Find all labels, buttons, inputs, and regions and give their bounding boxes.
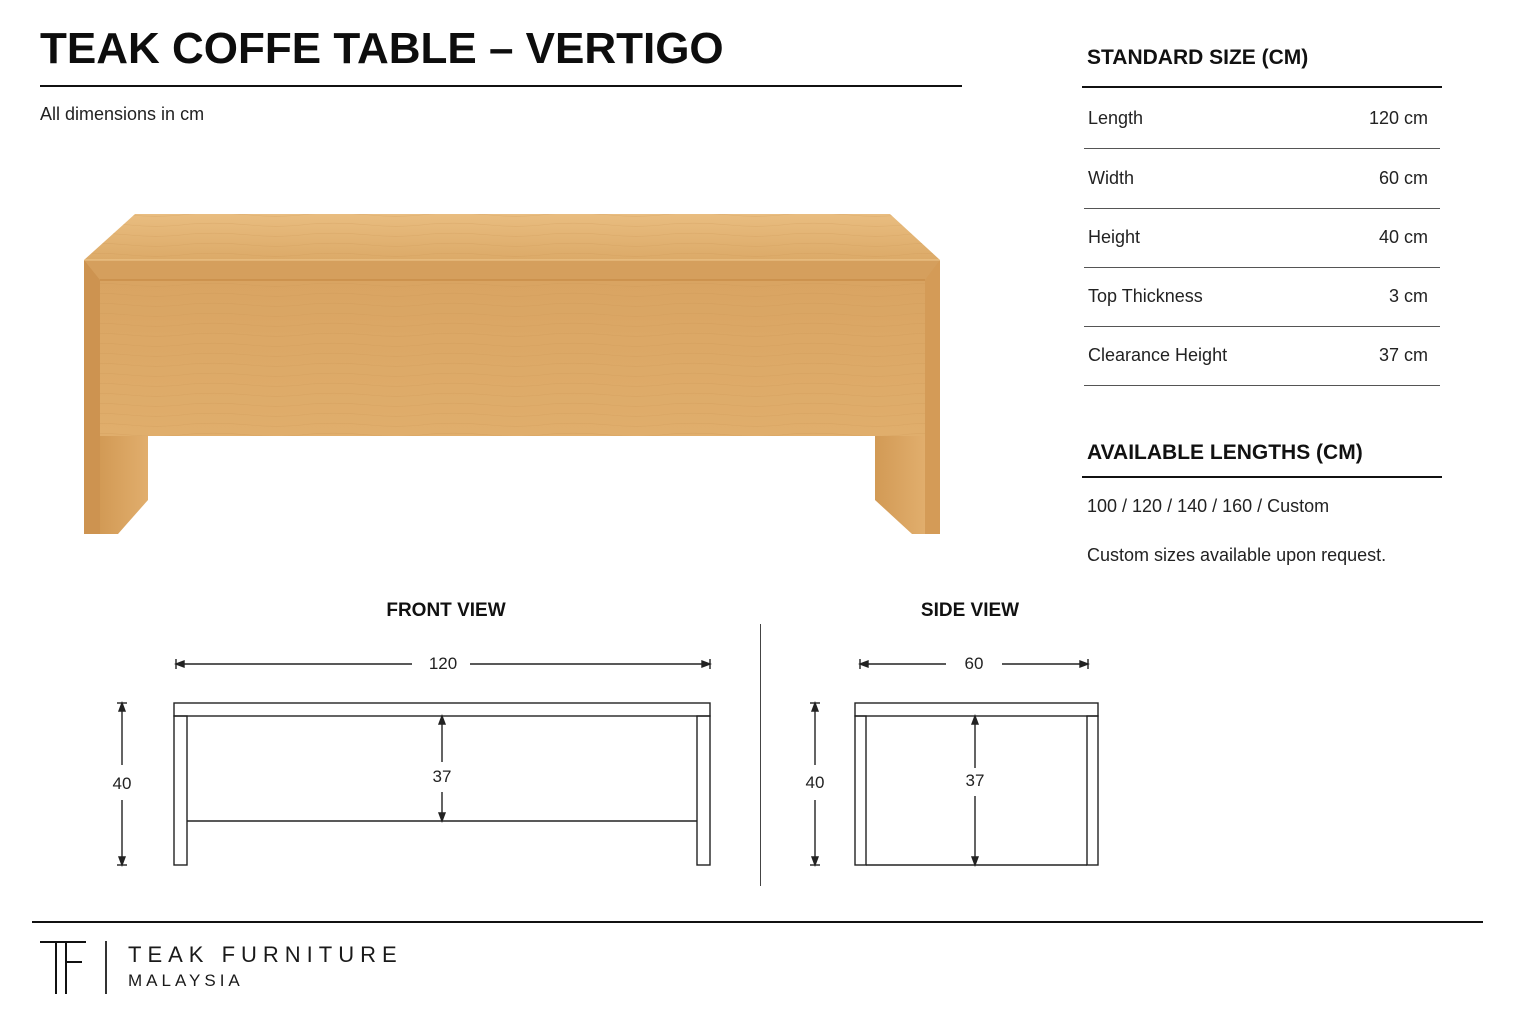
front-view-label: FRONT VIEW	[386, 600, 506, 621]
page-title: TEAK COFFE TABLE – VERTIGO	[40, 24, 724, 73]
available-lengths-heading: AVAILABLE LENGTHS (CM)	[1087, 441, 1363, 464]
side-width-dimension: 60	[964, 654, 984, 673]
standard-size-heading: STANDARD SIZE (CM)	[1087, 46, 1309, 69]
side-view-label: SIDE VIEW	[920, 600, 1020, 621]
spec-value: 37 cm	[1378, 345, 1428, 365]
spec-row-width	[1084, 149, 1440, 209]
available-lengths-divider	[1082, 476, 1442, 478]
page-subtitle: All dimensions in cm	[40, 104, 205, 124]
custom-sizes-note: Custom sizes available upon request.	[1087, 545, 1387, 565]
spec-value: 60 cm	[1378, 168, 1428, 188]
brand-logo-icon	[38, 940, 94, 996]
available-lengths-options: 100 / 120 / 140 / 160 / Custom	[1087, 496, 1330, 516]
title-divider	[40, 85, 962, 87]
side-clearance-dimension: 37	[965, 771, 985, 790]
brand-country: MALAYSIA	[128, 971, 244, 990]
front-height-dimension: 40	[112, 774, 132, 793]
footer-divider	[32, 921, 1483, 923]
standard-size-divider	[1082, 86, 1442, 88]
spec-row-length	[1084, 89, 1440, 149]
front-width-dimension: 120	[428, 654, 458, 673]
spec-label: Top Thickness	[1088, 286, 1203, 306]
side-view-drawing	[780, 640, 1120, 880]
spec-value: 120 cm	[1368, 108, 1428, 128]
spec-row-top-thickness	[1084, 267, 1440, 327]
views-divider	[760, 624, 761, 886]
spec-row-clearance-height	[1084, 326, 1440, 386]
front-clearance-dimension: 37	[432, 767, 452, 786]
spec-value: 3 cm	[1388, 286, 1428, 306]
spec-label: Height	[1088, 227, 1141, 247]
spec-label: Length	[1088, 108, 1144, 128]
brand-name: TEAK FURNITURE	[128, 942, 403, 967]
brand-logo-divider	[105, 941, 107, 994]
spec-label: Width	[1088, 168, 1135, 188]
spec-label: Clearance Height	[1088, 345, 1228, 365]
spec-row-height	[1084, 208, 1440, 268]
spec-value: 40 cm	[1378, 227, 1428, 247]
product-image	[70, 200, 960, 550]
side-height-dimension: 40	[805, 773, 825, 792]
front-view-drawing	[0, 640, 760, 880]
